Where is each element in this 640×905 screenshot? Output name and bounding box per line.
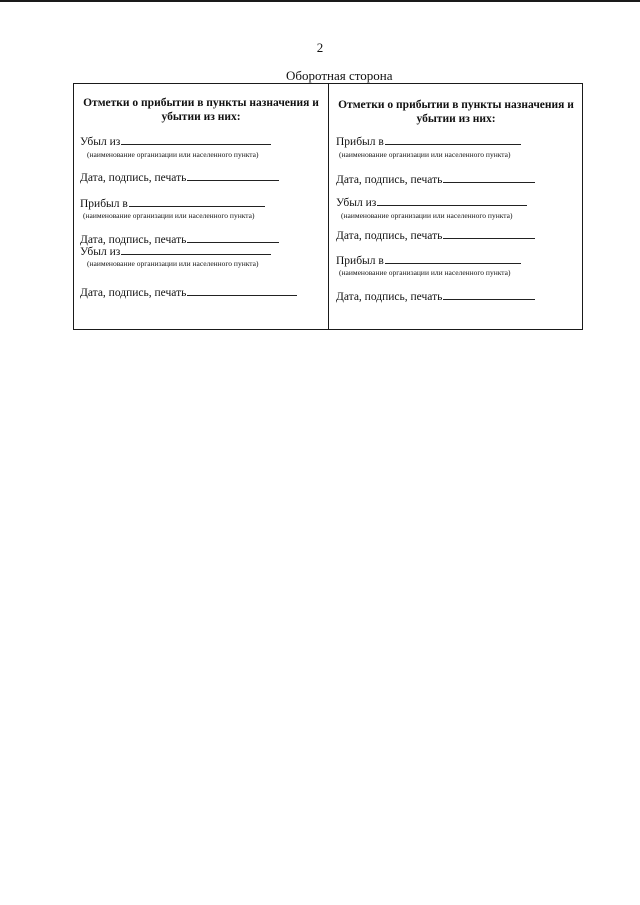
right-arrived-field-2 bbox=[336, 255, 521, 267]
right-date-signature-field-3 bbox=[336, 291, 535, 303]
left-heading-line2: убытии из них: bbox=[161, 111, 241, 123]
left-arrived-label: Прибыл в bbox=[80, 198, 128, 210]
right-departed-label: Убыл из bbox=[336, 197, 377, 209]
right-arrived-label: Прибыл в bbox=[336, 136, 384, 148]
right-date-signature-label-1: Дата, подпись, печать bbox=[336, 174, 443, 186]
right-arrived-line[interactable] bbox=[385, 143, 521, 145]
right-heading bbox=[330, 98, 582, 126]
right-column bbox=[330, 84, 582, 329]
right-date-signature-label-3: Дата, подпись, печать bbox=[336, 291, 443, 303]
right-date-signature-field-1 bbox=[336, 174, 535, 186]
right-departed-hint: (наименование организации или населенного пункта) bbox=[341, 211, 513, 220]
left-departed-field-2 bbox=[80, 246, 271, 258]
right-departed-field bbox=[336, 197, 527, 209]
right-date-signature-line-3[interactable] bbox=[443, 298, 535, 300]
left-date-signature-field-3 bbox=[80, 287, 297, 299]
left-heading-line1: Отметки о прибытии в пункты назначения и bbox=[83, 97, 319, 109]
left-date-signature-label-3: Дата, подпись, печать bbox=[80, 287, 187, 299]
column-divider bbox=[328, 84, 329, 329]
left-arrived-field bbox=[80, 198, 265, 210]
left-departed-line-2[interactable] bbox=[121, 253, 271, 255]
left-departed-line[interactable] bbox=[121, 143, 271, 145]
arrival-departure-table bbox=[73, 83, 583, 330]
right-heading-line2: убытии из них: bbox=[416, 113, 496, 125]
left-column bbox=[74, 84, 328, 329]
left-date-signature-field-2 bbox=[80, 234, 279, 246]
left-departed-label: Убыл из bbox=[80, 136, 121, 148]
right-date-signature-field-2 bbox=[336, 230, 535, 242]
left-departed-hint-2: (наименование организации или населенного пункта) bbox=[87, 259, 259, 268]
right-heading-line1: Отметки о прибытии в пункты назначения и bbox=[338, 99, 574, 111]
right-arrived-line-2[interactable] bbox=[385, 262, 521, 264]
left-date-signature-line-2[interactable] bbox=[187, 241, 279, 243]
right-arrived-label-2: Прибыл в bbox=[336, 255, 384, 267]
left-arrived-line[interactable] bbox=[129, 205, 265, 207]
left-date-signature-field-1 bbox=[80, 172, 279, 184]
left-departed-label-2: Убыл из bbox=[80, 246, 121, 258]
left-departed-hint: (наименование организации или населенного пункта) bbox=[87, 150, 259, 159]
page-top-edge bbox=[0, 0, 640, 2]
left-date-signature-label-2: Дата, подпись, печать bbox=[80, 234, 187, 246]
right-arrived-hint-2: (наименование организации или населенного пункта) bbox=[339, 268, 511, 277]
right-date-signature-line-1[interactable] bbox=[443, 181, 535, 183]
page-number: 2 bbox=[316, 40, 324, 55]
left-date-signature-line-1[interactable] bbox=[187, 179, 279, 181]
right-date-signature-label-2: Дата, подпись, печать bbox=[336, 230, 443, 242]
left-date-signature-label-1: Дата, подпись, печать bbox=[80, 172, 187, 184]
left-departed-field bbox=[80, 136, 271, 148]
side-title: Оборотная сторона bbox=[286, 68, 393, 83]
left-arrived-hint: (наименование организации или населенного пункта) bbox=[83, 211, 255, 220]
left-heading bbox=[74, 96, 328, 124]
right-arrived-hint: (наименование организации или населенного пункта) bbox=[339, 150, 511, 159]
left-date-signature-line-3[interactable] bbox=[187, 294, 297, 296]
right-arrived-field bbox=[336, 136, 521, 148]
right-date-signature-line-2[interactable] bbox=[443, 237, 535, 239]
right-departed-line[interactable] bbox=[377, 204, 527, 206]
